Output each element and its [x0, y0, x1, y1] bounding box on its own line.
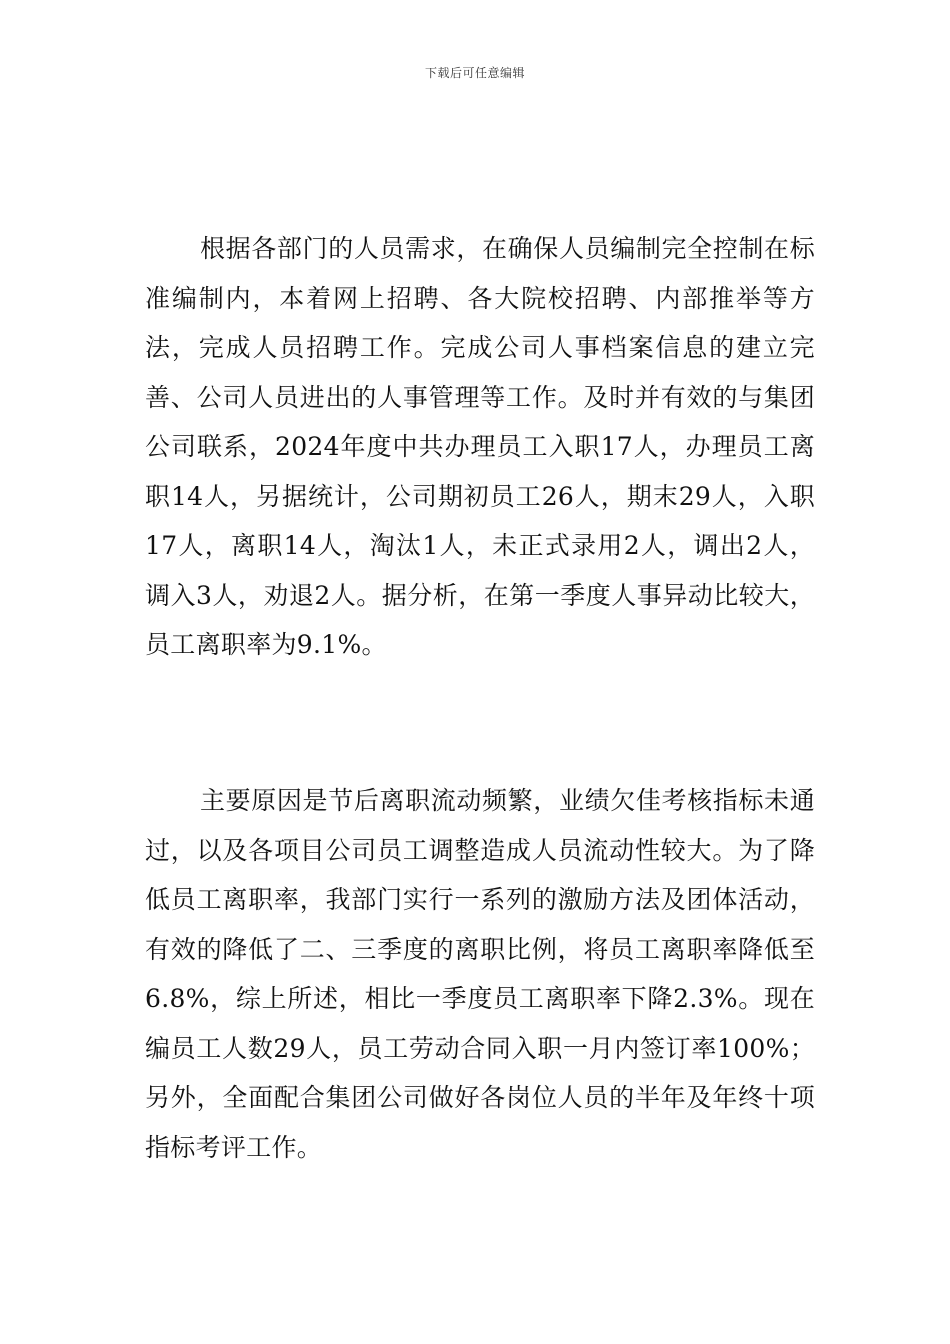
- body-paragraph-1: 根据各部门的人员需求，在确保人员编制完全控制在标准编制内，本着网上招聘、各大院校招聘、内部推举等方法，完成人员招聘工作。完成公司人事档案信息的建立完善、公司人员进出的人事管理等工作。及时并有效的与集团公司联系，2024年度中共办理员工入职17人，办理员工离职14人，另据统计，公司期初员工26人，期末29人，入职17人，离职14人，淘汰1人，未正式录用2人，调出2人，调入3人，劝退2人。据分析，在第一季度人事异动比较大，员工离职率为9.1%。: [145, 234, 815, 659]
- page-header: 下载后可任意编辑: [424, 66, 525, 80]
- body-paragraph-2: 主要原因是节后离职流动频繁，业绩欠佳考核指标未通过，以及各项目公司员工调整造成人员流动性较大。为了降低员工离职率，我部门实行一系列的激励方法及团体活动，有效的降低了二、三季度的离职比例，将员工离职率降低至6.8%，综上所述，相比一季度员工离职率下降2.3%。现在编员工人数29人，员工劳动合同入职一月内签订率100%；另外，全面配合集团公司做好各岗位人员的半年及年终十项指标考评工作。: [145, 786, 815, 1162]
